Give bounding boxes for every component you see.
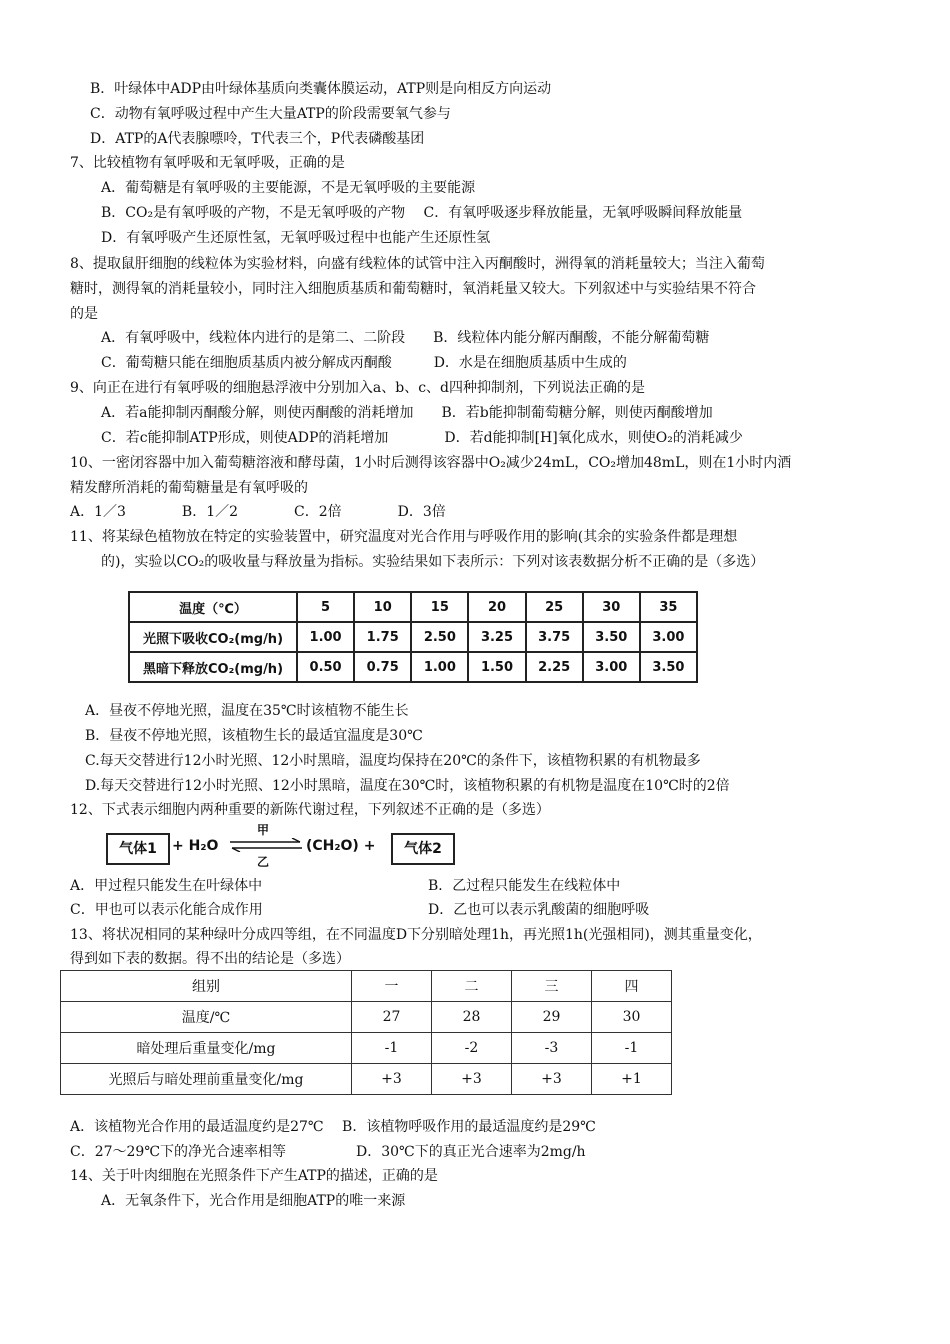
table-cell: 四 bbox=[592, 971, 672, 1002]
question-8-line3: 的是 bbox=[70, 306, 98, 322]
table-cell: 3.25 bbox=[468, 622, 525, 652]
table-cell: 光照后与暗处理前重量变化/mg bbox=[61, 1064, 352, 1095]
q8-option-ab: A．有氧呼吸中，线粒体内进行的是第二、二阶段 B．线粒体内能分解丙酮酸，不能分解葡萄糖 bbox=[101, 330, 710, 346]
table-cell: 组别 bbox=[61, 971, 352, 1002]
table-cell: 3.00 bbox=[583, 652, 640, 682]
table-cell: 0.50 bbox=[297, 652, 354, 682]
question-7: 7、比较植物有氧呼吸和无氧呼吸，正确的是 bbox=[70, 155, 345, 171]
table-cell: 29 bbox=[512, 1002, 592, 1033]
table-cell: +3 bbox=[352, 1064, 432, 1095]
weight-change-table bbox=[60, 970, 672, 1095]
gas2-box: 气体2 bbox=[391, 833, 455, 865]
table-cell: 27 bbox=[352, 1002, 432, 1033]
table-cell: 1.75 bbox=[354, 622, 411, 652]
line-6d: D．ATP的A代表腺嘌呤，T代表三个，P代表磷酸基团 bbox=[90, 131, 425, 147]
table-cell: 2.50 bbox=[411, 622, 468, 652]
table-cell: -1 bbox=[592, 1033, 672, 1064]
table-cell: 黑暗下释放CO₂(mg/h) bbox=[129, 652, 297, 682]
q12-option-a: A．甲过程只能发生在叶绿体中 bbox=[70, 878, 263, 894]
question-10-line1: 10、一密闭容器中加入葡萄糖溶液和酵母菌，1小时后测得该容器中O₂减少24mL，CO₂增加48mL，则在1小时内酒 bbox=[70, 455, 792, 471]
table-row bbox=[61, 1033, 672, 1064]
line-6b: B．叶绿体中ADP由叶绿体基质向类囊体膜运动，ATP则是向相反方向运动 bbox=[90, 81, 552, 97]
q7-option-d: D．有氧呼吸产生还原性氢，无氧呼吸过程中也能产生还原性氢 bbox=[101, 230, 491, 246]
question-11-line1: 11、将某绿色植物放在特定的实验装置中，研究温度对光合作用与呼吸作用的影响(其余的实验条件都是理想 bbox=[70, 529, 738, 545]
table-cell: 温度（℃） bbox=[129, 592, 297, 622]
q9-option-cd: C．若c能抑制ATP形成，则使ADP的消耗增加 D．若d能抑制[H]氧化成水，则使O₂的消耗减少 bbox=[101, 430, 743, 446]
table-cell: 2.25 bbox=[526, 652, 583, 682]
q7-option-bc: B．CO₂是有氧呼吸的产物，不是无氧呼吸的产物 C．有氧呼吸逐步释放能量，无氧呼吸瞬间释放能量 bbox=[101, 205, 743, 221]
table-cell: 25 bbox=[526, 592, 583, 622]
table-cell: 0.75 bbox=[354, 652, 411, 682]
table-row bbox=[61, 1002, 672, 1033]
table-cell: 1.50 bbox=[468, 652, 525, 682]
table-cell: 15 bbox=[411, 592, 468, 622]
table-cell: 5 bbox=[297, 592, 354, 622]
table-cell: 3.75 bbox=[526, 622, 583, 652]
q12-option-b: B．乙过程只能发生在线粒体中 bbox=[428, 878, 621, 894]
table-cell: 二 bbox=[432, 971, 512, 1002]
question-11-line2: 的)，实验以CO₂的吸收量与释放量为指标。实验结果如下表所示：下列对该表数据分析不正确的是（多选） bbox=[101, 554, 765, 570]
table-cell: +3 bbox=[432, 1064, 512, 1095]
co2-data-table bbox=[128, 591, 698, 683]
table-cell: 温度/℃ bbox=[61, 1002, 352, 1033]
q13-option-ab: A．该植物光合作用的最适温度约是27℃ B．该植物呼吸作用的最适温度约是29℃ bbox=[70, 1119, 596, 1135]
table-cell: +1 bbox=[592, 1064, 672, 1095]
reversible-arrow-icon bbox=[228, 838, 304, 852]
question-14: 14、关于叶肉细胞在光照条件下产生ATP的描述，正确的是 bbox=[70, 1168, 438, 1184]
table-cell: 3.50 bbox=[583, 622, 640, 652]
table-cell: 一 bbox=[352, 971, 432, 1002]
table-cell: -2 bbox=[432, 1033, 512, 1064]
table-cell: +3 bbox=[512, 1064, 592, 1095]
product-term: (CH₂O) + bbox=[306, 838, 376, 854]
table-cell: 28 bbox=[432, 1002, 512, 1033]
q7-option-a: A．葡萄糖是有氧呼吸的主要能源，不是无氧呼吸的主要能源 bbox=[101, 180, 476, 196]
q11-option-b: B．昼夜不停地光照，该植物生长的最适宜温度是30℃ bbox=[85, 728, 423, 744]
table-cell: -3 bbox=[512, 1033, 592, 1064]
question-9: 9、向正在进行有氧呼吸的细胞悬浮液中分别加入a、b、c、d四种抑制剂，下列说法正确的是 bbox=[70, 380, 646, 396]
question-13-line1: 13、将状况相同的某种绿叶分成四等组，在不同温度D下分别暗处理1h，再光照1h(光强相同)，测其重量变化， bbox=[70, 927, 762, 943]
table-row bbox=[129, 622, 697, 652]
q12-option-c: C．甲也可以表示化能合成作用 bbox=[70, 902, 263, 918]
table-cell: 35 bbox=[640, 592, 697, 622]
table-row bbox=[61, 1064, 672, 1095]
table-cell: -1 bbox=[352, 1033, 432, 1064]
q12-option-d: D．乙也可以表示乳酸菌的细胞呼吸 bbox=[428, 902, 650, 918]
question-13-line2: 得到如下表的数据。得不出的结论是（多选） bbox=[70, 951, 350, 967]
table-cell: 30 bbox=[583, 592, 640, 622]
table-cell: 光照下吸收CO₂(mg/h) bbox=[129, 622, 297, 652]
table-row bbox=[61, 971, 672, 1002]
table-cell: 三 bbox=[512, 971, 592, 1002]
table-cell: 20 bbox=[468, 592, 525, 622]
table-cell: 3.00 bbox=[640, 622, 697, 652]
table-cell: 1.00 bbox=[411, 652, 468, 682]
q14-option-a: A．无氧条件下，光合作用是细胞ATP的唯一来源 bbox=[101, 1193, 406, 1209]
q9-option-ab: A．若a能抑制丙酮酸分解，则使丙酮酸的消耗增加 B．若b能抑制葡萄糖分解，则使丙酮酸增加 bbox=[101, 405, 713, 421]
q10-options: A．1／3 B．1／2 C．2倍 D．3倍 bbox=[70, 504, 446, 520]
q11-option-a: A．昼夜不停地光照，温度在35℃时该植物不能生长 bbox=[85, 703, 409, 719]
process-label-bottom: 乙 bbox=[257, 855, 270, 869]
table-cell: 1.00 bbox=[297, 622, 354, 652]
process-label-top: 甲 bbox=[257, 823, 270, 837]
table-cell: 30 bbox=[592, 1002, 672, 1033]
table-cell: 3.50 bbox=[640, 652, 697, 682]
q11-option-c: C.每天交替进行12小时光照、12小时黑暗，温度均保持在20℃的条件下，该植物积累的有机物最多 bbox=[85, 753, 701, 769]
water-term: + H₂O bbox=[172, 838, 219, 854]
q11-option-d: D.每天交替进行12小时光照、12小时黑暗，温度在30℃时，该植物积累的有机物是温度在10℃时的2倍 bbox=[85, 778, 730, 794]
table-row bbox=[129, 652, 697, 682]
line-6c: C．动物有氧呼吸过程中产生大量ATP的阶段需要氧气参与 bbox=[90, 106, 451, 122]
table-cell: 10 bbox=[354, 592, 411, 622]
question-8-line2: 糖时，测得氧的消耗量较小，同时注入细胞质基质和葡萄糖时，氧消耗量又较大。下列叙述中与实验结果不符合 bbox=[70, 281, 756, 297]
question-12: 12、下式表示细胞内两种重要的新陈代谢过程，下列叙述不正确的是（多选） bbox=[70, 802, 550, 818]
q13-option-cd: C．27～29℃下的净光合速率相等 D．30℃下的真正光合速率为2mg/h bbox=[70, 1144, 586, 1160]
q8-option-cd: C．葡萄糖只能在细胞质基质内被分解成丙酮酸 D．水是在细胞质基质中生成的 bbox=[101, 355, 627, 371]
gas1-box: 气体1 bbox=[106, 833, 170, 865]
table-row bbox=[129, 592, 697, 622]
question-10-line2: 精发酵所消耗的葡萄糖量是有氧呼吸的 bbox=[70, 480, 308, 496]
table-cell: 暗处理后重量变化/mg bbox=[61, 1033, 352, 1064]
question-8-line1: 8、提取鼠肝细胞的线粒体为实验材料，向盛有线粒体的试管中注入丙酮酸时，洲得氧的消耗量较大；当注入葡萄 bbox=[70, 256, 765, 272]
